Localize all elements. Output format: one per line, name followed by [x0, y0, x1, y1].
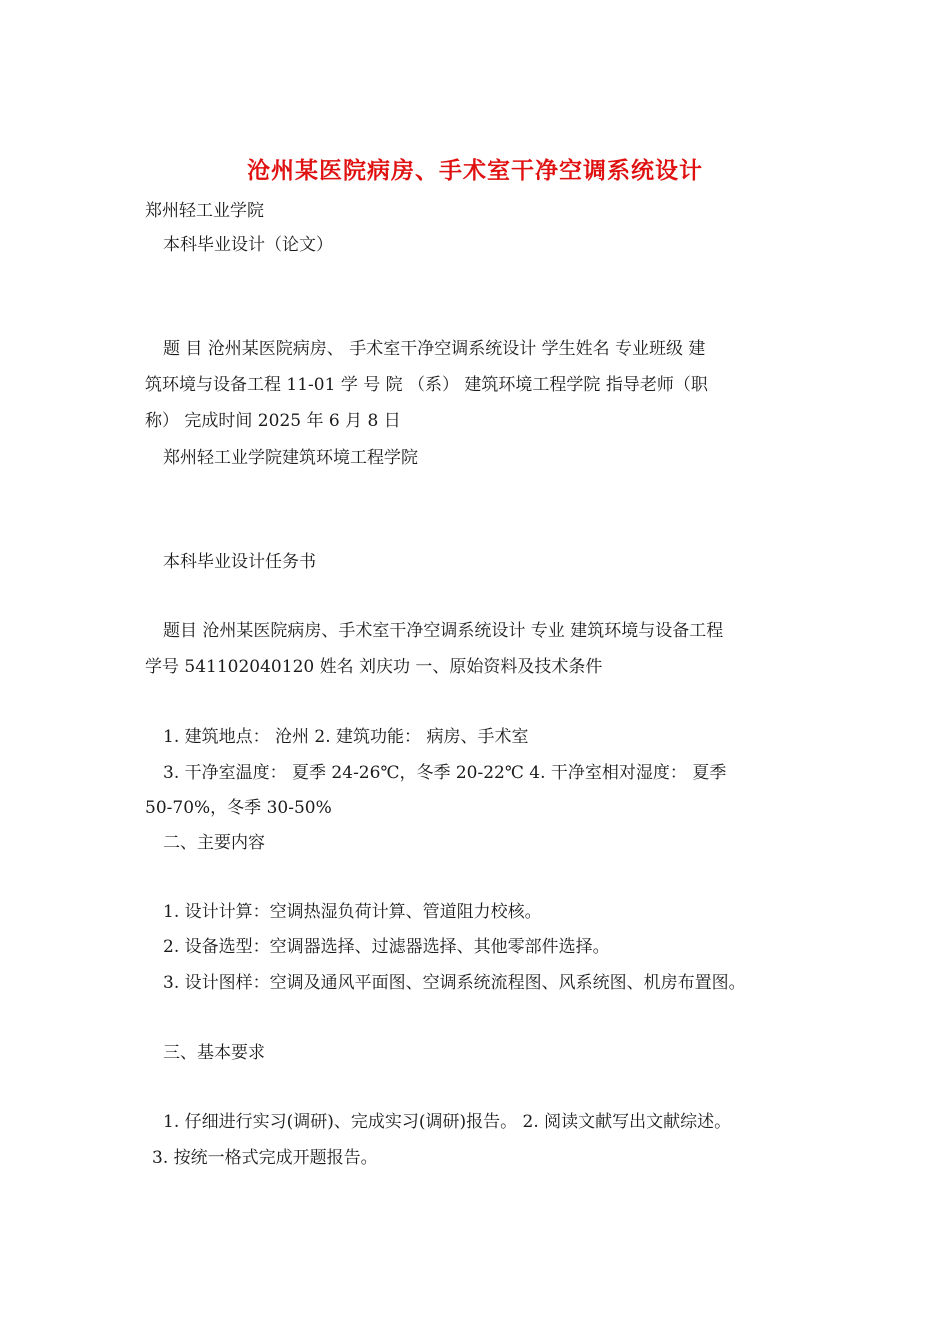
condition-line-2: 3. 干净室温度： 夏季 24-26℃，冬季 20-22℃ 4. 干净室相对湿度： 夏季 — [163, 763, 727, 783]
content-item-3: 3. 设计图样：空调及通风平面图、空调系统流程图、风系统图、机房布置图。 — [163, 973, 746, 993]
requirement-line-2: 3. 按统一格式完成开题报告。 — [152, 1148, 378, 1168]
content-item-2: 2. 设备选型：空调器选择、过滤器选择、其他零部件选择。 — [163, 937, 610, 957]
task-line-1: 题目 沧州某医院病房、手术室干净空调系统设计 专业 建筑环境与设备工程 — [163, 621, 724, 641]
task-line-2: 学号 541102040120 姓名 刘庆功 一、原始资料及技术条件 — [145, 657, 603, 677]
info-line-2: 筑环境与设备工程 11-01 学 号 院 （系） 建筑环境工程学院 指导老师（职 — [145, 375, 708, 395]
condition-line-3: 50-70%，冬季 30-50% — [145, 798, 332, 818]
document-title: 沧州某医院病房、手术室干净空调系统设计 — [247, 158, 703, 184]
section-2-heading: 二、主要内容 — [163, 833, 265, 853]
info-line-3: 称） 完成时间 2025 年 6 月 8 日 — [145, 411, 401, 431]
info-line-1: 题 目 沧州某医院病房、 手术室干净空调系统设计 学生姓名 专业班级 建 — [163, 339, 706, 359]
thesis-type: 本科毕业设计（论文） — [163, 235, 333, 255]
section-3-heading: 三、基本要求 — [163, 1043, 265, 1063]
task-book-title: 本科毕业设计任务书 — [163, 552, 316, 572]
condition-line-1: 1. 建筑地点： 沧州 2. 建筑功能： 病房、手术室 — [163, 727, 529, 747]
school-name: 郑州轻工业学院 — [145, 201, 264, 221]
requirement-line-1: 1. 仔细进行实习(调研)、完成实习(调研)报告。 2. 阅读文献写出文献综述。 — [163, 1112, 732, 1132]
school-department: 郑州轻工业学院建筑环境工程学院 — [163, 448, 418, 468]
content-item-1: 1. 设计计算：空调热湿负荷计算、管道阻力校核。 — [163, 902, 542, 922]
